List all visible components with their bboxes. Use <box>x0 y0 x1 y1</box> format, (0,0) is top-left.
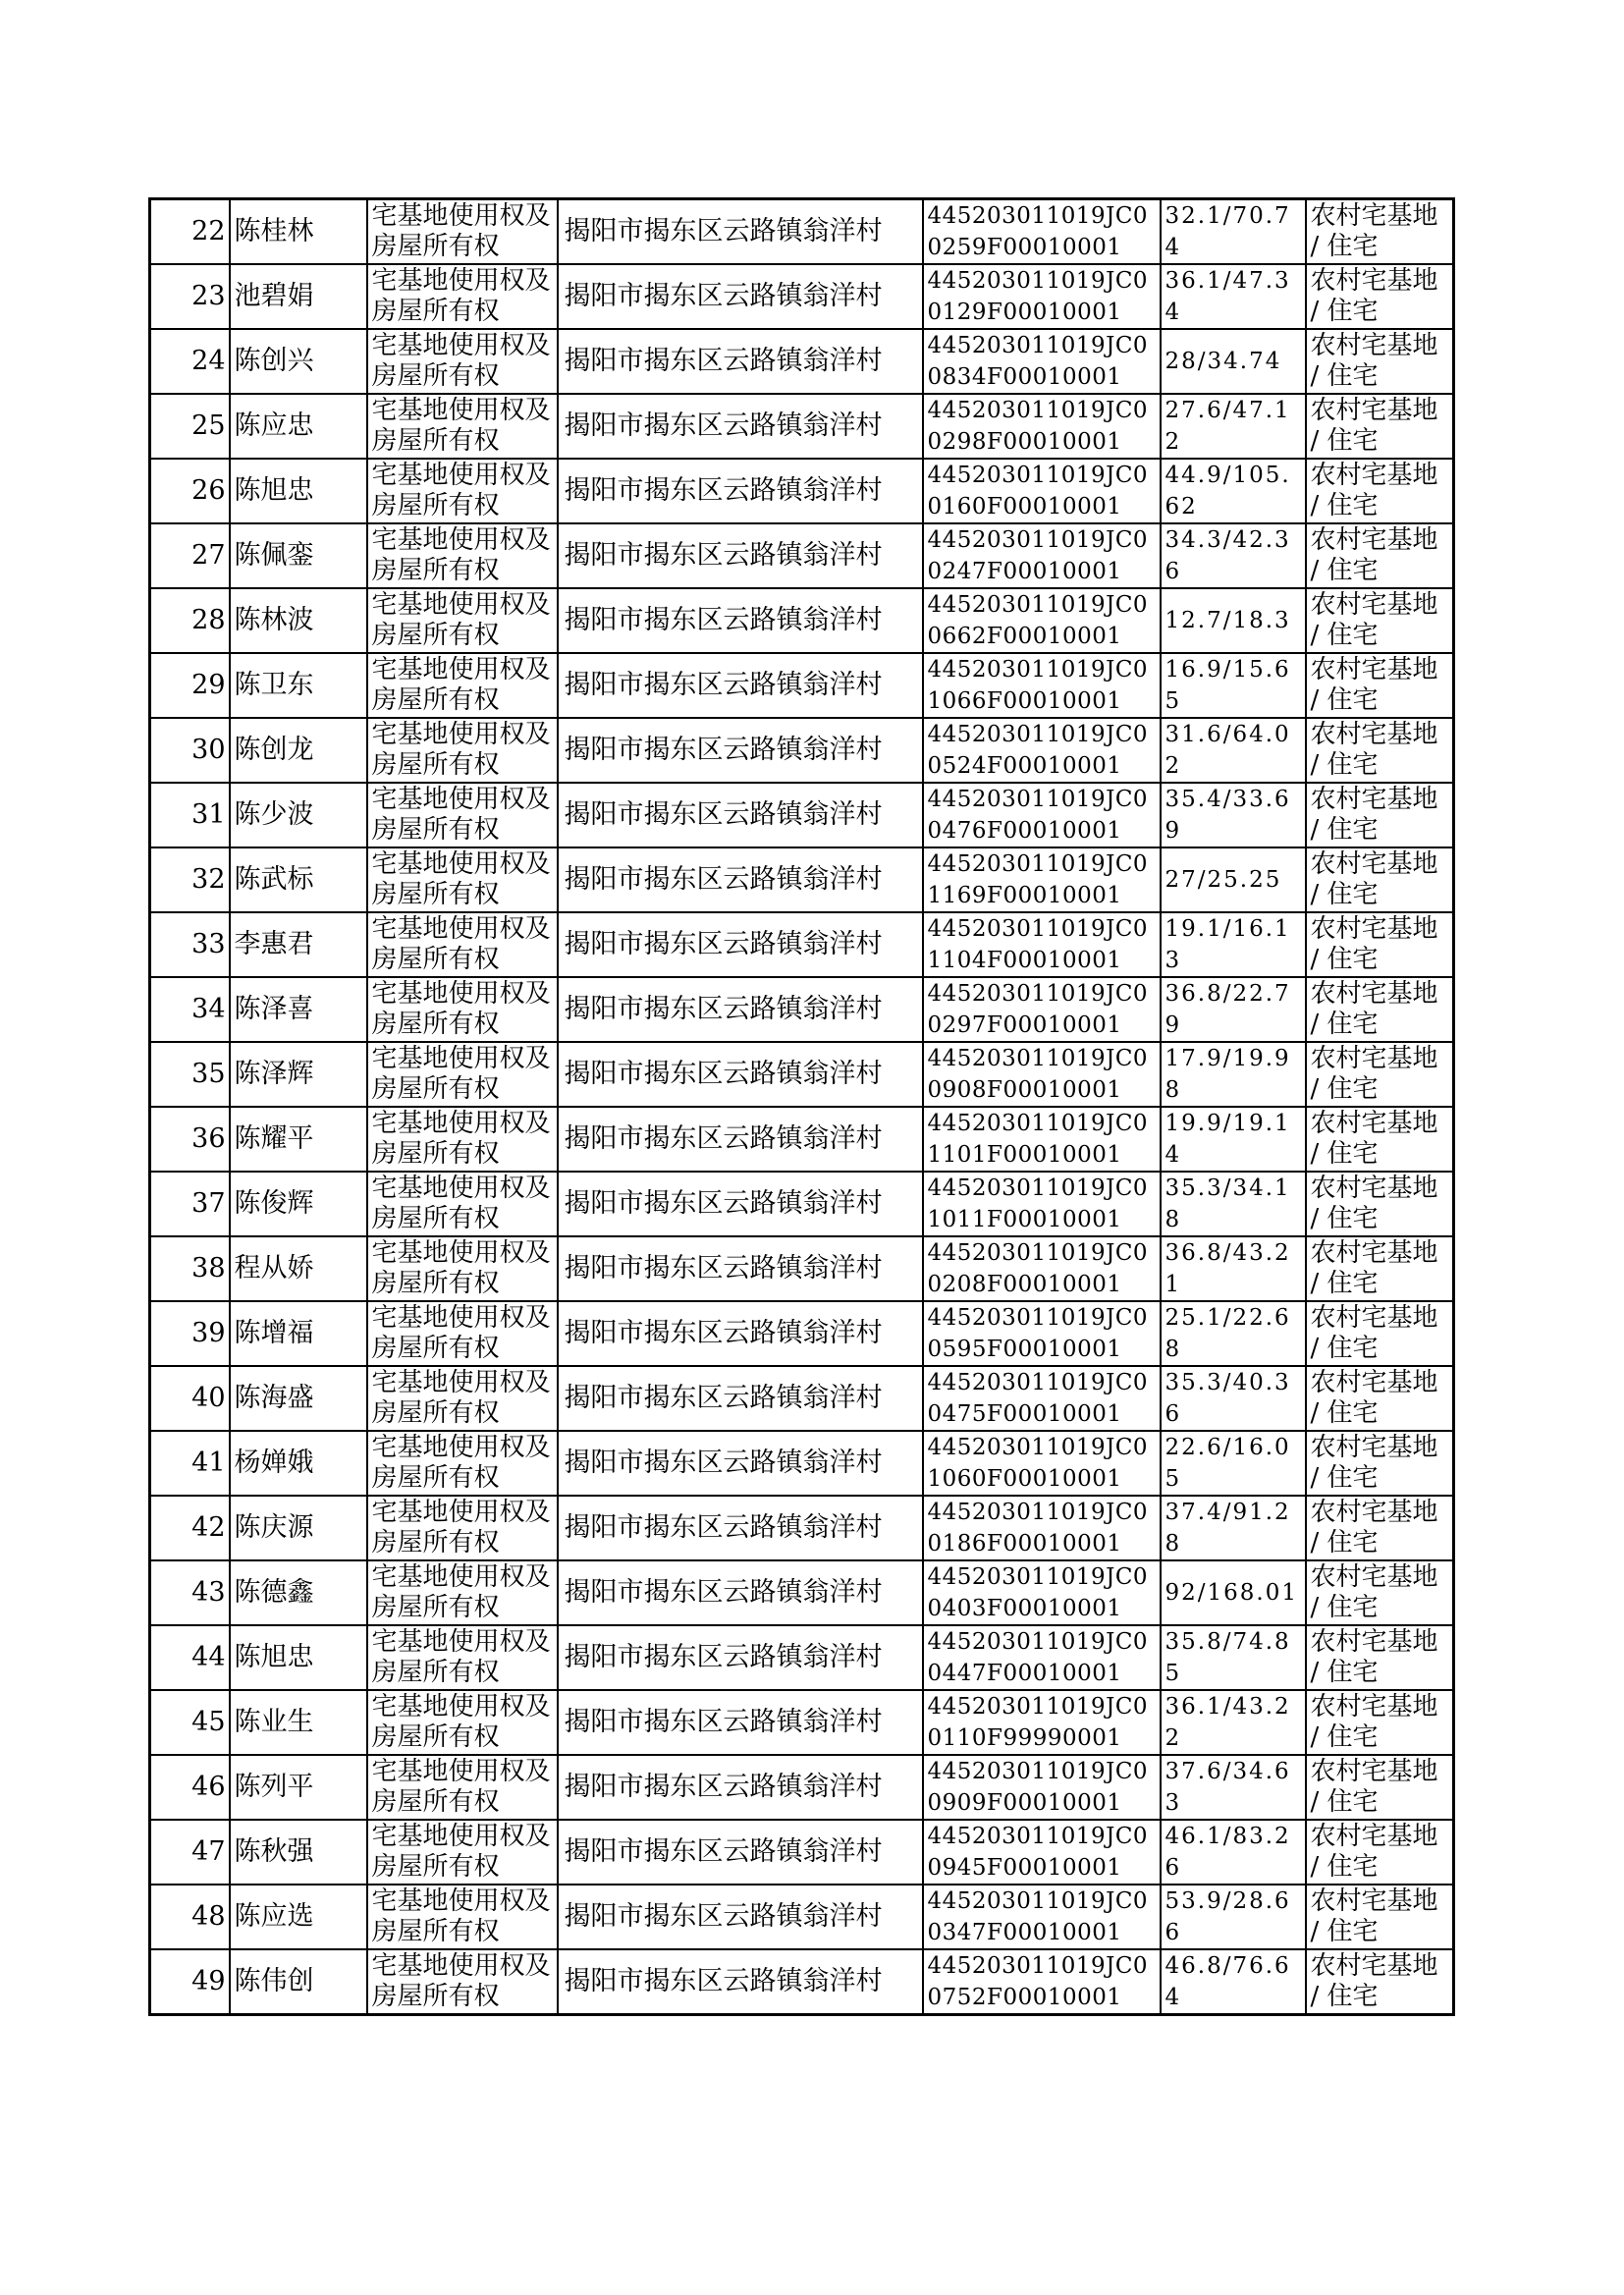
row-number-cell: 45 <box>150 1690 230 1755</box>
owner-name-cell: 陈创龙 <box>230 718 367 783</box>
area-cell: 46.1/83.26 <box>1161 1820 1306 1885</box>
owner-name-cell: 陈少波 <box>230 783 367 847</box>
land-use-cell: 农村宅基地 / 住宅 <box>1306 1690 1454 1755</box>
row-number-cell: 32 <box>150 847 230 912</box>
right-type-cell: 宅基地使用权及房屋所有权 <box>367 329 558 394</box>
area-cell: 34.3/42.36 <box>1161 523 1306 588</box>
unit-code-cell: 445203011019JC00208F00010001 <box>923 1236 1161 1301</box>
right-type-cell: 宅基地使用权及房屋所有权 <box>367 1172 558 1236</box>
table-row <box>150 1301 1454 1366</box>
area-cell: 53.9/28.66 <box>1161 1885 1306 1949</box>
row-number-cell: 41 <box>150 1431 230 1496</box>
unit-code-cell: 445203011019JC00186F00010001 <box>923 1496 1161 1560</box>
location-cell: 揭阳市揭东区云路镇翁洋村 <box>558 718 923 783</box>
owner-name-cell: 陈武标 <box>230 847 367 912</box>
location-cell: 揭阳市揭东区云路镇翁洋村 <box>558 1107 923 1172</box>
table-row <box>150 1107 1454 1172</box>
land-use-cell: 农村宅基地 / 住宅 <box>1306 977 1454 1042</box>
area-cell: 44.9/105.62 <box>1161 459 1306 523</box>
right-type-cell: 宅基地使用权及房屋所有权 <box>367 912 558 977</box>
right-type-cell: 宅基地使用权及房屋所有权 <box>367 653 558 718</box>
table-body <box>150 199 1454 2015</box>
location-cell: 揭阳市揭东区云路镇翁洋村 <box>558 1885 923 1949</box>
right-type-cell: 宅基地使用权及房屋所有权 <box>367 1949 558 2015</box>
owner-name-cell: 陈创兴 <box>230 329 367 394</box>
area-cell: 35.3/40.36 <box>1161 1366 1306 1431</box>
unit-code-cell: 445203011019JC00297F00010001 <box>923 977 1161 1042</box>
owner-name-cell: 陈庆源 <box>230 1496 367 1560</box>
table-row <box>150 523 1454 588</box>
right-type-cell: 宅基地使用权及房屋所有权 <box>367 1625 558 1690</box>
area-cell: 35.3/34.18 <box>1161 1172 1306 1236</box>
land-use-cell: 农村宅基地 / 住宅 <box>1306 1560 1454 1625</box>
right-type-cell: 宅基地使用权及房屋所有权 <box>367 847 558 912</box>
row-number-cell: 38 <box>150 1236 230 1301</box>
location-cell: 揭阳市揭东区云路镇翁洋村 <box>558 199 923 265</box>
table-row <box>150 1366 1454 1431</box>
land-use-cell: 农村宅基地 / 住宅 <box>1306 394 1454 459</box>
owner-name-cell: 陈业生 <box>230 1690 367 1755</box>
area-cell: 16.9/15.65 <box>1161 653 1306 718</box>
land-use-cell: 农村宅基地 / 住宅 <box>1306 264 1454 329</box>
land-use-cell: 农村宅基地 / 住宅 <box>1306 523 1454 588</box>
table-row <box>150 264 1454 329</box>
land-use-cell: 农村宅基地 / 住宅 <box>1306 588 1454 653</box>
row-number-cell: 33 <box>150 912 230 977</box>
location-cell: 揭阳市揭东区云路镇翁洋村 <box>558 523 923 588</box>
location-cell: 揭阳市揭东区云路镇翁洋村 <box>558 1366 923 1431</box>
right-type-cell: 宅基地使用权及房屋所有权 <box>367 1820 558 1885</box>
right-type-cell: 宅基地使用权及房屋所有权 <box>367 264 558 329</box>
row-number-cell: 46 <box>150 1755 230 1820</box>
owner-name-cell: 池碧娟 <box>230 264 367 329</box>
area-cell: 46.8/76.64 <box>1161 1949 1306 2015</box>
location-cell: 揭阳市揭东区云路镇翁洋村 <box>558 653 923 718</box>
land-use-cell: 农村宅基地 / 住宅 <box>1306 783 1454 847</box>
land-use-cell: 农村宅基地 / 住宅 <box>1306 912 1454 977</box>
unit-code-cell: 445203011019JC00752F00010001 <box>923 1949 1161 2015</box>
row-number-cell: 23 <box>150 264 230 329</box>
area-cell: 92/168.01 <box>1161 1560 1306 1625</box>
unit-code-cell: 445203011019JC00476F00010001 <box>923 783 1161 847</box>
land-use-cell: 农村宅基地 / 住宅 <box>1306 653 1454 718</box>
area-cell: 19.1/16.13 <box>1161 912 1306 977</box>
land-use-cell: 农村宅基地 / 住宅 <box>1306 1625 1454 1690</box>
owner-name-cell: 陈德鑫 <box>230 1560 367 1625</box>
row-number-cell: 29 <box>150 653 230 718</box>
owner-name-cell: 陈泽辉 <box>230 1042 367 1107</box>
area-cell: 19.9/19.14 <box>1161 1107 1306 1172</box>
unit-code-cell: 445203011019JC00129F00010001 <box>923 264 1161 329</box>
land-use-cell: 农村宅基地 / 住宅 <box>1306 847 1454 912</box>
row-number-cell: 28 <box>150 588 230 653</box>
location-cell: 揭阳市揭东区云路镇翁洋村 <box>558 1755 923 1820</box>
row-number-cell: 37 <box>150 1172 230 1236</box>
land-use-cell: 农村宅基地 / 住宅 <box>1306 1042 1454 1107</box>
owner-name-cell: 陈耀平 <box>230 1107 367 1172</box>
table-row <box>150 1560 1454 1625</box>
row-number-cell: 39 <box>150 1301 230 1366</box>
unit-code-cell: 445203011019JC00403F00010001 <box>923 1560 1161 1625</box>
table-row <box>150 588 1454 653</box>
row-number-cell: 24 <box>150 329 230 394</box>
table-row <box>150 199 1454 265</box>
row-number-cell: 49 <box>150 1949 230 2015</box>
area-cell: 37.6/34.63 <box>1161 1755 1306 1820</box>
land-use-cell: 农村宅基地 / 住宅 <box>1306 199 1454 265</box>
table-row <box>150 394 1454 459</box>
right-type-cell: 宅基地使用权及房屋所有权 <box>367 1560 558 1625</box>
location-cell: 揭阳市揭东区云路镇翁洋村 <box>558 1301 923 1366</box>
table-row <box>150 1042 1454 1107</box>
location-cell: 揭阳市揭东区云路镇翁洋村 <box>558 1236 923 1301</box>
area-cell: 22.6/16.05 <box>1161 1431 1306 1496</box>
area-cell: 36.1/47.34 <box>1161 264 1306 329</box>
row-number-cell: 25 <box>150 394 230 459</box>
area-cell: 35.8/74.85 <box>1161 1625 1306 1690</box>
land-use-cell: 农村宅基地 / 住宅 <box>1306 1431 1454 1496</box>
table-row <box>150 1885 1454 1949</box>
area-cell: 25.1/22.68 <box>1161 1301 1306 1366</box>
owner-name-cell: 陈秋强 <box>230 1820 367 1885</box>
unit-code-cell: 445203011019JC01066F00010001 <box>923 653 1161 718</box>
unit-code-cell: 445203011019JC01060F00010001 <box>923 1431 1161 1496</box>
table-row <box>150 1755 1454 1820</box>
land-use-cell: 农村宅基地 / 住宅 <box>1306 1885 1454 1949</box>
land-use-cell: 农村宅基地 / 住宅 <box>1306 1172 1454 1236</box>
row-number-cell: 22 <box>150 199 230 265</box>
right-type-cell: 宅基地使用权及房屋所有权 <box>367 588 558 653</box>
land-use-cell: 农村宅基地 / 住宅 <box>1306 1366 1454 1431</box>
unit-code-cell: 445203011019JC00110F99990001 <box>923 1690 1161 1755</box>
row-number-cell: 48 <box>150 1885 230 1949</box>
table-row <box>150 329 1454 394</box>
right-type-cell: 宅基地使用权及房屋所有权 <box>367 718 558 783</box>
owner-name-cell: 陈应选 <box>230 1885 367 1949</box>
area-cell: 36.8/22.79 <box>1161 977 1306 1042</box>
land-use-cell: 农村宅基地 / 住宅 <box>1306 1949 1454 2015</box>
owner-name-cell: 陈应忠 <box>230 394 367 459</box>
location-cell: 揭阳市揭东区云路镇翁洋村 <box>558 912 923 977</box>
unit-code-cell: 445203011019JC00447F00010001 <box>923 1625 1161 1690</box>
right-type-cell: 宅基地使用权及房屋所有权 <box>367 394 558 459</box>
location-cell: 揭阳市揭东区云路镇翁洋村 <box>558 977 923 1042</box>
unit-code-cell: 445203011019JC00160F00010001 <box>923 459 1161 523</box>
table-row <box>150 718 1454 783</box>
right-type-cell: 宅基地使用权及房屋所有权 <box>367 1107 558 1172</box>
registration-table <box>148 197 1455 2016</box>
area-cell: 36.8/43.21 <box>1161 1236 1306 1301</box>
owner-name-cell: 陈增福 <box>230 1301 367 1366</box>
table-row <box>150 1496 1454 1560</box>
table-row <box>150 847 1454 912</box>
row-number-cell: 44 <box>150 1625 230 1690</box>
table-row <box>150 1172 1454 1236</box>
right-type-cell: 宅基地使用权及房屋所有权 <box>367 1690 558 1755</box>
unit-code-cell: 445203011019JC00247F00010001 <box>923 523 1161 588</box>
location-cell: 揭阳市揭东区云路镇翁洋村 <box>558 1820 923 1885</box>
location-cell: 揭阳市揭东区云路镇翁洋村 <box>558 394 923 459</box>
row-number-cell: 40 <box>150 1366 230 1431</box>
unit-code-cell: 445203011019JC00662F00010001 <box>923 588 1161 653</box>
land-use-cell: 农村宅基地 / 住宅 <box>1306 459 1454 523</box>
area-cell: 28/34.74 <box>1161 329 1306 394</box>
area-cell: 35.4/33.69 <box>1161 783 1306 847</box>
area-cell: 17.9/19.98 <box>1161 1042 1306 1107</box>
unit-code-cell: 445203011019JC00524F00010001 <box>923 718 1161 783</box>
table-row <box>150 912 1454 977</box>
right-type-cell: 宅基地使用权及房屋所有权 <box>367 1366 558 1431</box>
right-type-cell: 宅基地使用权及房屋所有权 <box>367 523 558 588</box>
unit-code-cell: 445203011019JC00298F00010001 <box>923 394 1161 459</box>
location-cell: 揭阳市揭东区云路镇翁洋村 <box>558 459 923 523</box>
table-row <box>150 1236 1454 1301</box>
unit-code-cell: 445203011019JC01169F00010001 <box>923 847 1161 912</box>
unit-code-cell: 445203011019JC00595F00010001 <box>923 1301 1161 1366</box>
right-type-cell: 宅基地使用权及房屋所有权 <box>367 199 558 265</box>
land-use-cell: 农村宅基地 / 住宅 <box>1306 1496 1454 1560</box>
owner-name-cell: 陈泽喜 <box>230 977 367 1042</box>
location-cell: 揭阳市揭东区云路镇翁洋村 <box>558 847 923 912</box>
table-row <box>150 1431 1454 1496</box>
unit-code-cell: 445203011019JC00347F00010001 <box>923 1885 1161 1949</box>
unit-code-cell: 445203011019JC00259F00010001 <box>923 199 1161 265</box>
land-use-cell: 农村宅基地 / 住宅 <box>1306 1301 1454 1366</box>
area-cell: 27.6/47.12 <box>1161 394 1306 459</box>
row-number-cell: 47 <box>150 1820 230 1885</box>
table-row <box>150 783 1454 847</box>
land-use-cell: 农村宅基地 / 住宅 <box>1306 329 1454 394</box>
area-cell: 37.4/91.28 <box>1161 1496 1306 1560</box>
unit-code-cell: 445203011019JC00945F00010001 <box>923 1820 1161 1885</box>
table-row <box>150 653 1454 718</box>
row-number-cell: 36 <box>150 1107 230 1172</box>
owner-name-cell: 陈旭忠 <box>230 459 367 523</box>
unit-code-cell: 445203011019JC00475F00010001 <box>923 1366 1161 1431</box>
location-cell: 揭阳市揭东区云路镇翁洋村 <box>558 1690 923 1755</box>
owner-name-cell: 陈俊辉 <box>230 1172 367 1236</box>
land-use-cell: 农村宅基地 / 住宅 <box>1306 1755 1454 1820</box>
location-cell: 揭阳市揭东区云路镇翁洋村 <box>558 1949 923 2015</box>
owner-name-cell: 李惠君 <box>230 912 367 977</box>
row-number-cell: 35 <box>150 1042 230 1107</box>
right-type-cell: 宅基地使用权及房屋所有权 <box>367 1431 558 1496</box>
area-cell: 32.1/70.74 <box>1161 199 1306 265</box>
unit-code-cell: 445203011019JC00908F00010001 <box>923 1042 1161 1107</box>
location-cell: 揭阳市揭东区云路镇翁洋村 <box>558 1496 923 1560</box>
location-cell: 揭阳市揭东区云路镇翁洋村 <box>558 1042 923 1107</box>
row-number-cell: 43 <box>150 1560 230 1625</box>
table-row <box>150 977 1454 1042</box>
right-type-cell: 宅基地使用权及房屋所有权 <box>367 1496 558 1560</box>
row-number-cell: 30 <box>150 718 230 783</box>
owner-name-cell: 陈列平 <box>230 1755 367 1820</box>
location-cell: 揭阳市揭东区云路镇翁洋村 <box>558 1431 923 1496</box>
land-use-cell: 农村宅基地 / 住宅 <box>1306 718 1454 783</box>
owner-name-cell: 陈伟创 <box>230 1949 367 2015</box>
right-type-cell: 宅基地使用权及房屋所有权 <box>367 459 558 523</box>
owner-name-cell: 陈海盛 <box>230 1366 367 1431</box>
land-use-cell: 农村宅基地 / 住宅 <box>1306 1107 1454 1172</box>
unit-code-cell: 445203011019JC01011F00010001 <box>923 1172 1161 1236</box>
row-number-cell: 26 <box>150 459 230 523</box>
row-number-cell: 27 <box>150 523 230 588</box>
unit-code-cell: 445203011019JC01101F00010001 <box>923 1107 1161 1172</box>
right-type-cell: 宅基地使用权及房屋所有权 <box>367 1301 558 1366</box>
location-cell: 揭阳市揭东区云路镇翁洋村 <box>558 264 923 329</box>
area-cell: 27/25.25 <box>1161 847 1306 912</box>
land-use-cell: 农村宅基地 / 住宅 <box>1306 1820 1454 1885</box>
location-cell: 揭阳市揭东区云路镇翁洋村 <box>558 1560 923 1625</box>
table-row <box>150 1690 1454 1755</box>
owner-name-cell: 陈桂林 <box>230 199 367 265</box>
owner-name-cell: 陈卫东 <box>230 653 367 718</box>
owner-name-cell: 程从娇 <box>230 1236 367 1301</box>
unit-code-cell: 445203011019JC00834F00010001 <box>923 329 1161 394</box>
table-row <box>150 1625 1454 1690</box>
land-use-cell: 农村宅基地 / 住宅 <box>1306 1236 1454 1301</box>
right-type-cell: 宅基地使用权及房屋所有权 <box>367 1236 558 1301</box>
location-cell: 揭阳市揭东区云路镇翁洋村 <box>558 1625 923 1690</box>
area-cell: 36.1/43.22 <box>1161 1690 1306 1755</box>
area-cell: 12.7/18.3 <box>1161 588 1306 653</box>
row-number-cell: 31 <box>150 783 230 847</box>
owner-name-cell: 杨婵娥 <box>230 1431 367 1496</box>
right-type-cell: 宅基地使用权及房屋所有权 <box>367 783 558 847</box>
unit-code-cell: 445203011019JC00909F00010001 <box>923 1755 1161 1820</box>
owner-name-cell: 陈佩銮 <box>230 523 367 588</box>
right-type-cell: 宅基地使用权及房屋所有权 <box>367 1755 558 1820</box>
row-number-cell: 42 <box>150 1496 230 1560</box>
table-row <box>150 1949 1454 2015</box>
row-number-cell: 34 <box>150 977 230 1042</box>
owner-name-cell: 陈林波 <box>230 588 367 653</box>
table-row <box>150 1820 1454 1885</box>
right-type-cell: 宅基地使用权及房屋所有权 <box>367 977 558 1042</box>
table-row <box>150 459 1454 523</box>
location-cell: 揭阳市揭东区云路镇翁洋村 <box>558 588 923 653</box>
area-cell: 31.6/64.02 <box>1161 718 1306 783</box>
right-type-cell: 宅基地使用权及房屋所有权 <box>367 1885 558 1949</box>
owner-name-cell: 陈旭忠 <box>230 1625 367 1690</box>
unit-code-cell: 445203011019JC01104F00010001 <box>923 912 1161 977</box>
location-cell: 揭阳市揭东区云路镇翁洋村 <box>558 329 923 394</box>
location-cell: 揭阳市揭东区云路镇翁洋村 <box>558 783 923 847</box>
right-type-cell: 宅基地使用权及房屋所有权 <box>367 1042 558 1107</box>
location-cell: 揭阳市揭东区云路镇翁洋村 <box>558 1172 923 1236</box>
